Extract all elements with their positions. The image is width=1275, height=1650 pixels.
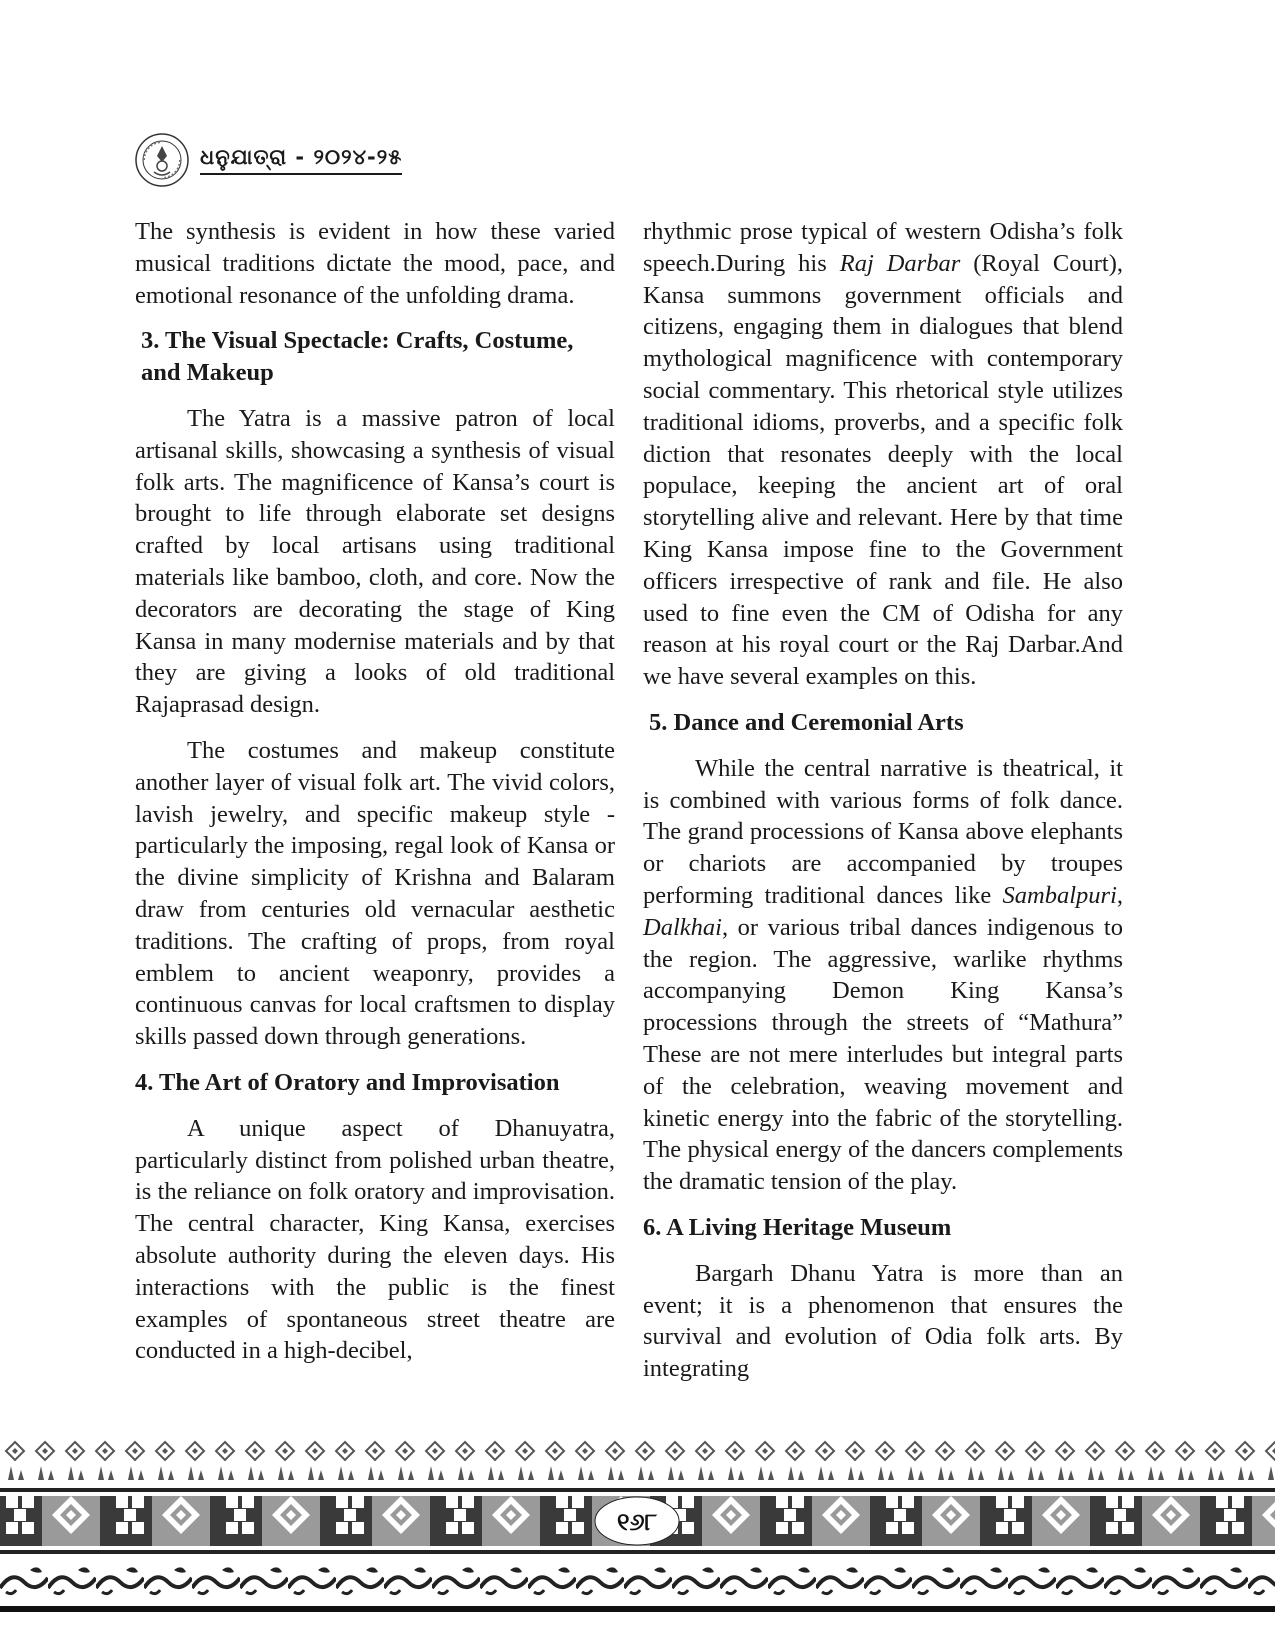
- paragraph-4a: A unique aspect of Dhanuyatra, particularly distinct from polished urban theatre, is the reliance on folk oratory and improvisation. The central character, King Kansa, exercises absolute authority during the eleven days. His interactions with the public is the finest examples of spontaneous street theatre are conducted in a high-decibel,: [135, 1114, 615, 1365]
- text-run: While the central narrative is theatrical, it is combined with various forms of folk dance. The grand processions of Kansa above elephants or chariots are accompanied by troupes performing traditional dances like: [643, 754, 1123, 909]
- section-heading-4: 4. The Art of Oratory and Improvisation: [135, 1068, 560, 1096]
- page-number: ୧୬୮: [616, 1508, 658, 1536]
- italic-term: Dalkhai: [643, 913, 722, 941]
- left-column: [135, 216, 615, 1381]
- paragraph-intro: The synthesis is evident in how these varied musical traditions dictate the mood, pace, and emotional resonance of the unfolding drama.: [135, 218, 615, 309]
- text-run: rhythmic prose typical of western Odisha’s folk speech.During his: [643, 218, 1123, 277]
- text-run: ,: [1116, 881, 1123, 909]
- text-run: , or various tribal dances indigenous to the region. The aggressive, warlike rhythms accompanying Demon King Kansa’s processions through the streets of “Mathura” These are not mere interludes but integral parts of the celebration, weaving movement and kinetic energy into the fabric of the storytelling. The physical energy of the dancers complements the dramatic tension of the play.: [643, 913, 1123, 1196]
- paragraph-4b: [643, 216, 1123, 693]
- paragraph-6: Bargarh Dhanu Yatra is more than an event; it is a phenomenon that ensures the survival and evolution of Odia folk arts. By integrating: [643, 1259, 1123, 1383]
- bargarh-dhanuyatra-seal-icon: [134, 132, 190, 188]
- section-heading-3: 3. The Visual Spectacle: Crafts, Costume, and Makeup: [141, 327, 574, 387]
- tribal-ikat-border-icon: [0, 1440, 1275, 1650]
- right-column: [643, 216, 1123, 1399]
- italic-term: Raj Darbar: [839, 249, 961, 277]
- paragraph-5: [643, 753, 1123, 1198]
- paragraph-3a: The Yatra is a massive patron of local artisanal skills, showcasing a synthesis of visual folk arts. The magnificence of Kansa’s court is brought to life through elaborate set designs crafted by local artisans using traditional materials like bamboo, cloth, and core. Now the decorators are decorating the stage of King Kansa in many modernise materials and by that they are giving a looks of old traditional Rajaprasad design.: [135, 404, 615, 719]
- publication-title: ଧନୁଯାତ୍ରା - ୨୦୨୪-୨୫: [200, 145, 402, 175]
- italic-term: Sambalpuri: [1002, 881, 1117, 909]
- section-heading-5: 5. Dance and Ceremonial Arts: [649, 708, 964, 736]
- section-heading-6: 6. A Living Heritage Museum: [643, 1213, 952, 1241]
- paragraph-3b: The costumes and makeup constitute another layer of visual folk art. The vivid colors, lavish jewelry, and specific makeup style - particularly the imposing, regal look of Kansa or the divine simplicity of Krishna and Balaram draw from centuries old vernacular aesthetic traditions. The crafting of props, from royal emblem to ancient weaponry, provides a continuous canvas for local craftsmen to display skills passed down through generations.: [135, 736, 615, 1051]
- page-header: [134, 132, 402, 188]
- text-run: (Royal Court), Kansa summons government officials and citizens, engaging them in dialogues that blend mythological magnificence with contemporary social commentary. This rhetorical style utilizes traditional idioms, proverbs, and a specific folk diction that resonates deeply with the local populace, keeping the ancient art of oral storytelling alive and relevant. Here by that time King Kansa impose fine to the Government officers irrespective of rank and file. He also used to fine even the CM of Odisha for any reason at his royal court or the Raj Darbar.And we have several examples on this.: [643, 249, 1123, 691]
